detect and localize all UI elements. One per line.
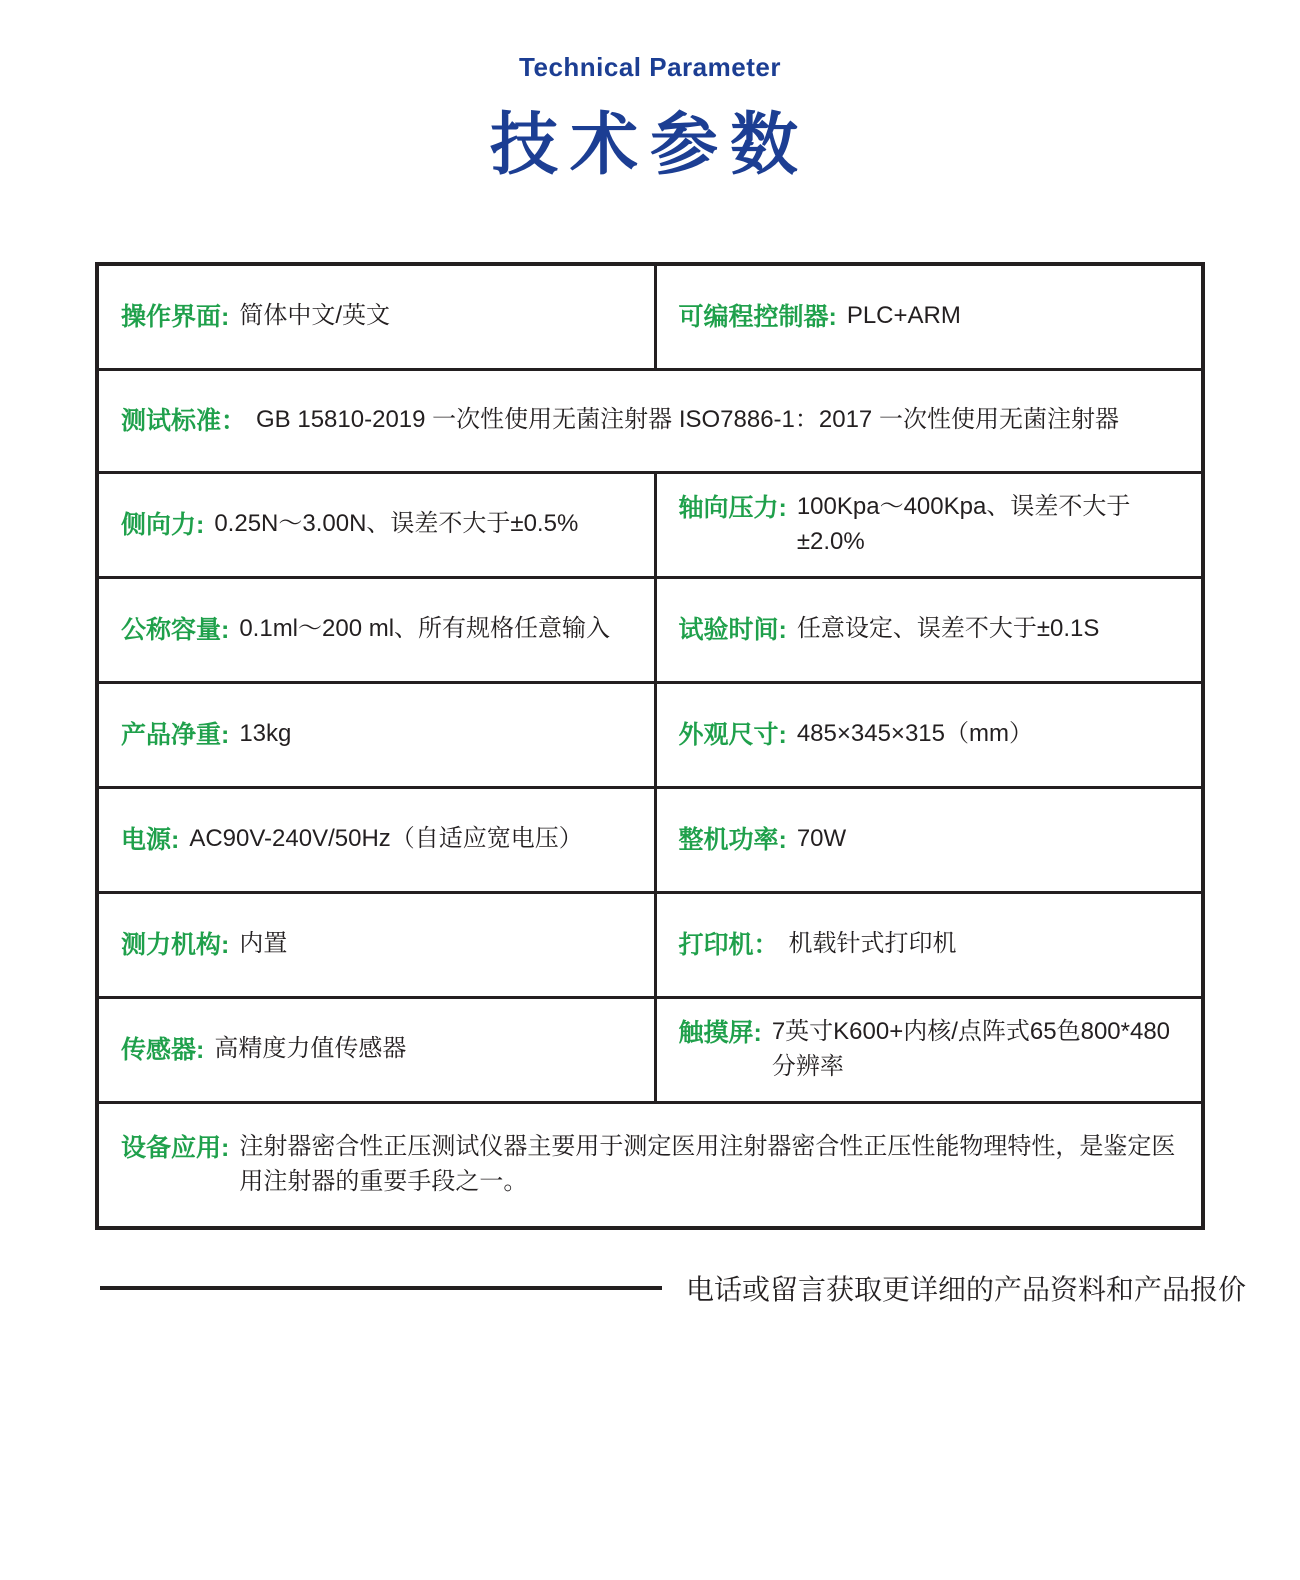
spec-value: 70W xyxy=(796,824,847,852)
spec-value: 100Kpa～400Kpa、误差不大于±2.0% xyxy=(796,493,1131,555)
spec-label: 设备应用: xyxy=(121,1134,230,1163)
spec-value: 0.1ml～200 ml、所有规格任意输入 xyxy=(239,614,611,642)
spec-cell xyxy=(654,579,1202,681)
page-footer xyxy=(100,1268,1247,1308)
spec-value: 内置 xyxy=(239,929,288,957)
spec-cell xyxy=(654,684,1202,786)
page-title: 技术参数 xyxy=(489,107,810,183)
spec-pair xyxy=(679,490,1186,560)
spec-label: 整机功率: xyxy=(678,825,787,854)
spec-pair xyxy=(121,1032,406,1068)
spec-value: 机载针式打印机 xyxy=(788,929,957,957)
table-row xyxy=(99,891,1201,996)
spec-value: 任意设定、误差不大于±0.1S xyxy=(796,614,1100,642)
spec-label: 可编程控制器: xyxy=(678,302,837,331)
table-row xyxy=(99,996,1201,1101)
spec-label: 触摸屏: xyxy=(678,1019,762,1048)
table-row xyxy=(99,576,1201,681)
spec-label: 电源: xyxy=(121,825,180,854)
spec-pair xyxy=(679,1015,1186,1085)
spec-cell xyxy=(99,894,644,996)
spec-cell xyxy=(99,474,644,576)
spec-label: 传感器: xyxy=(121,1035,205,1064)
spec-pair xyxy=(121,299,390,335)
spec-pair xyxy=(679,612,1100,648)
spec-cell xyxy=(99,789,644,891)
spec-label: 产品净重: xyxy=(121,720,230,749)
table-row xyxy=(99,681,1201,786)
spec-cell xyxy=(99,684,644,786)
spec-value: 简体中文/英文 xyxy=(239,301,390,329)
table-row xyxy=(99,266,1201,368)
spec-cell xyxy=(654,789,1202,891)
table-row xyxy=(99,471,1201,576)
spec-label: 轴向压力: xyxy=(678,494,787,523)
spec-cell xyxy=(99,999,644,1101)
spec-pair xyxy=(121,822,583,858)
spec-label: 测试标准： xyxy=(121,406,247,435)
spec-cell xyxy=(99,371,1201,471)
spec-pair xyxy=(121,1130,1185,1200)
header-subtitle: Technical Parameter xyxy=(519,52,781,82)
spec-pair xyxy=(679,299,961,335)
spec-label: 打印机： xyxy=(678,930,779,959)
spec-value: 7英寸K600+内核/点阵式65色800*480分辨率 xyxy=(771,1018,1171,1080)
spec-value: 0.25N～3.00N、误差不大于±0.5% xyxy=(214,509,579,537)
spec-label: 操作界面: xyxy=(121,302,230,331)
spec-value: PLC+ARM xyxy=(846,301,961,329)
spec-cell xyxy=(654,894,1202,996)
spec-value: 注射器密合性正压测试仪器主要用于测定医用注射器密合性正压性能物理特性，是鉴定医用注射器的重要手段之一。 xyxy=(239,1133,1176,1195)
spec-value: 高精度力值传感器 xyxy=(214,1034,407,1062)
spec-value: 485×345×315（mm） xyxy=(796,719,1033,747)
spec-cell xyxy=(654,999,1202,1101)
spec-cell xyxy=(654,474,1202,576)
spec-pair xyxy=(121,612,610,648)
spec-label: 测力机构: xyxy=(121,930,230,959)
spec-pair xyxy=(121,927,287,963)
spec-cell xyxy=(99,579,644,681)
page-header xyxy=(0,0,1300,188)
table-row xyxy=(99,786,1201,891)
spec-cell xyxy=(99,1104,1201,1226)
spec-value: 13kg xyxy=(239,719,292,747)
spec-cell xyxy=(99,266,644,368)
spec-pair xyxy=(679,717,1033,753)
spec-pair xyxy=(121,717,291,753)
footer-divider-line xyxy=(100,1286,662,1290)
spec-cell xyxy=(654,266,1202,368)
spec-label: 公称容量: xyxy=(121,615,230,644)
spec-pair xyxy=(121,507,578,543)
table-row xyxy=(99,368,1201,471)
spec-pair xyxy=(679,927,957,963)
spec-label: 外观尺寸: xyxy=(678,720,787,749)
spec-table xyxy=(95,262,1205,1230)
table-row xyxy=(99,1101,1201,1226)
spec-value: AC90V-240V/50Hz（自适应宽电压） xyxy=(189,824,583,852)
spec-value: GB 15810-2019 一次性使用无菌注射器 ISO7886-1：2017 一次性使用无菌注射器 xyxy=(256,405,1119,433)
spec-pair xyxy=(121,403,1119,439)
footer-note: 电话或留言获取更详细的产品资料和产品报价 xyxy=(686,1274,1247,1305)
spec-label: 侧向力: xyxy=(121,510,205,539)
spec-label: 试验时间: xyxy=(678,615,787,644)
spec-pair xyxy=(679,822,847,858)
